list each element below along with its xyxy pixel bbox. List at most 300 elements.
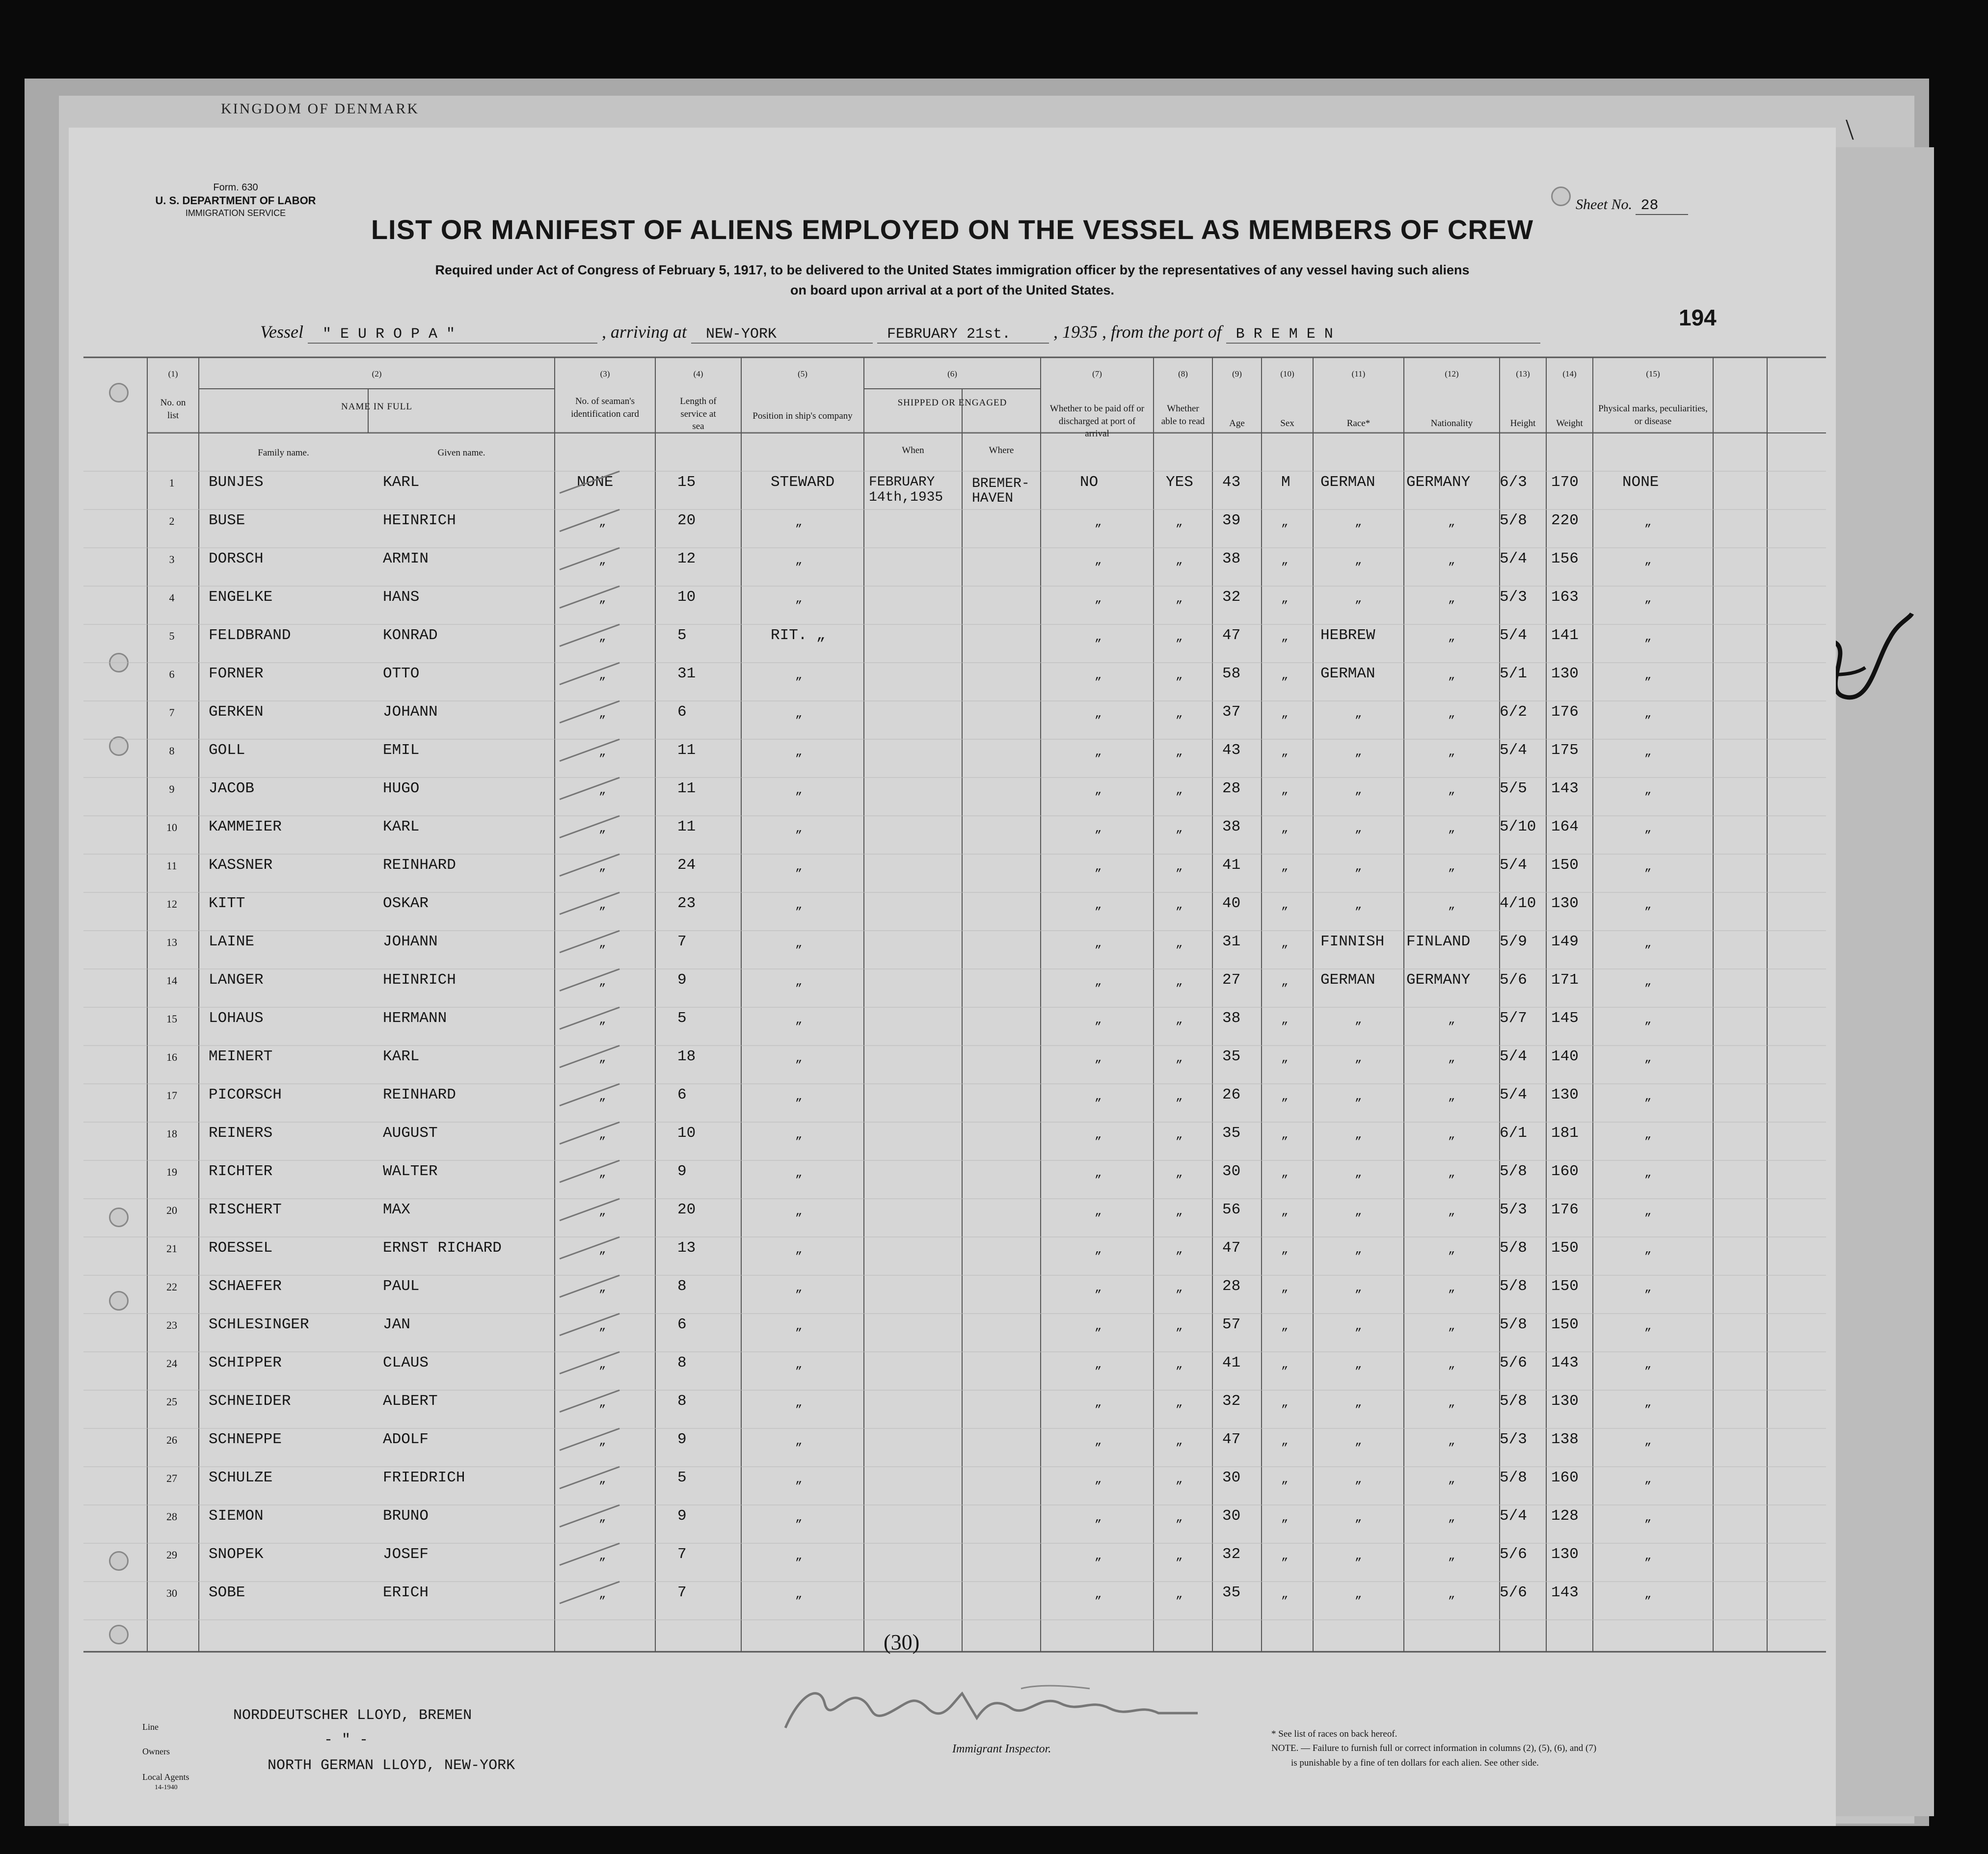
seaman-card-cell: „ [599, 1282, 606, 1295]
position-cell: „ [795, 1243, 803, 1257]
weight-cell: 143 [1551, 780, 1579, 797]
able-to-read-cell: „ [1176, 1243, 1183, 1257]
family-name-cell: RISCHERT [209, 1201, 282, 1218]
family-name-cell: SCHLESINGER [209, 1316, 309, 1333]
sex-cell: „ [1281, 1052, 1289, 1065]
age-cell: 38 [1222, 818, 1241, 835]
physical-marks-cell: „ [1644, 1129, 1652, 1142]
given-name-cell: EMIL [383, 742, 420, 759]
paid-off-cell: „ [1095, 1129, 1102, 1142]
height-cell: 6/3 [1500, 474, 1527, 491]
age-cell: 31 [1222, 933, 1241, 950]
sex-cell: „ [1281, 1129, 1289, 1142]
seaman-card-cell: „ [599, 1167, 606, 1180]
physical-marks-cell: „ [1644, 669, 1652, 682]
nationality-cell: FINLAND [1406, 933, 1471, 950]
able-to-read-cell: „ [1176, 669, 1183, 682]
nationality-cell: „ [1448, 899, 1455, 912]
paid-off-cell: „ [1095, 899, 1102, 912]
line-value: NORDDEUTSCHER LLOYD, BREMEN [233, 1707, 472, 1724]
family-name-cell: SOBE [209, 1584, 245, 1601]
service-length-cell: 24 [677, 857, 696, 874]
able-to-read-cell: „ [1176, 1167, 1183, 1180]
row-number: 12 [166, 898, 177, 910]
physical-marks-cell: „ [1644, 1320, 1652, 1333]
nationality-cell: „ [1448, 1435, 1455, 1448]
column-number: (12) [1445, 369, 1459, 378]
column-number: (9) [1232, 369, 1242, 378]
given-name-cell: REINHARD [383, 1086, 456, 1103]
height-cell: 5/7 [1500, 1010, 1527, 1027]
height-cell: 5/6 [1500, 1584, 1527, 1601]
family-name-cell: SCHAEFER [209, 1278, 282, 1295]
nationality-cell: „ [1448, 1473, 1455, 1486]
weight-cell: 176 [1551, 703, 1579, 721]
physical-marks-cell: „ [1644, 1282, 1652, 1295]
height-cell: 5/8 [1500, 1393, 1527, 1410]
physical-marks-cell: „ [1644, 554, 1652, 567]
paid-off-cell: „ [1095, 1435, 1102, 1448]
family-name-cell: BUSE [209, 512, 245, 529]
race-cell: „ [1355, 1550, 1362, 1563]
race-cell: „ [1355, 899, 1362, 912]
age-cell: 47 [1222, 1239, 1241, 1257]
family-name-cell: DORSCH [209, 550, 264, 567]
position-cell: „ [795, 1435, 803, 1448]
row-number: 1 [169, 477, 175, 489]
nationality-cell: „ [1448, 860, 1455, 874]
service-length-cell: 7 [677, 1584, 687, 1601]
position-cell: „ [795, 937, 803, 950]
shipped-where-line: HAVEN [972, 491, 1014, 506]
page-number: 194 [1679, 305, 1717, 330]
column-number: (1) [168, 369, 178, 378]
able-to-read-cell: „ [1176, 1282, 1183, 1295]
row-number: 25 [166, 1396, 177, 1408]
nationality-cell: „ [1448, 822, 1455, 835]
height-cell: 5/6 [1500, 971, 1527, 989]
able-to-read-cell: „ [1176, 1397, 1183, 1410]
paid-off-cell: „ [1095, 707, 1102, 721]
family-name-cell: BUNJES [209, 474, 264, 491]
given-name-cell: HEINRICH [383, 971, 456, 989]
row-number: 10 [166, 821, 177, 833]
owners-value: - " - [324, 1732, 369, 1748]
physical-marks-cell: „ [1644, 592, 1652, 606]
row-number: 5 [169, 630, 175, 642]
row-number: 24 [166, 1357, 177, 1370]
nationality-cell: GERMANY [1406, 971, 1471, 989]
weight-cell: 181 [1551, 1125, 1579, 1142]
sex-cell: „ [1281, 1282, 1289, 1295]
weight-cell: 143 [1551, 1584, 1579, 1601]
weight-cell: 163 [1551, 589, 1579, 606]
height-cell: 5/9 [1500, 933, 1527, 950]
position-cell: RIT. „ [771, 627, 826, 644]
weight-cell: 150 [1551, 1278, 1579, 1295]
nationality-cell: „ [1448, 784, 1455, 797]
sex-cell: „ [1281, 1167, 1289, 1180]
paid-off-cell: „ [1095, 1588, 1102, 1601]
header-sex: Sex [1280, 418, 1294, 429]
paid-off-cell: „ [1095, 1550, 1102, 1563]
header-shipped-engaged: SHIPPED OR ENGAGED [897, 398, 1007, 408]
column-number: (8) [1178, 369, 1188, 378]
seaman-card-cell: „ [599, 1588, 606, 1601]
row-number: 9 [169, 783, 175, 795]
family-name-cell: SCHULZE [209, 1469, 273, 1486]
service-length-cell: 8 [677, 1354, 687, 1371]
position-cell: „ [795, 1550, 803, 1563]
service-length-cell: 20 [677, 512, 696, 529]
weight-cell: 138 [1551, 1431, 1579, 1448]
seaman-card-cell: „ [599, 975, 606, 989]
seaman-card-cell: „ [599, 1473, 606, 1486]
weight-cell: 160 [1551, 1163, 1579, 1180]
vessel-name: " E U R O P A " [308, 326, 597, 344]
arriving-port: NEW-YORK [691, 326, 873, 344]
race-cell: „ [1355, 1473, 1362, 1486]
seaman-card-cell: „ [599, 1397, 606, 1410]
paid-off-cell: „ [1095, 1473, 1102, 1486]
service-length-cell: 9 [677, 971, 687, 989]
weight-cell: 220 [1551, 512, 1579, 529]
footnote-races: * See list of races on back hereof. [1271, 1729, 1397, 1739]
given-name-cell: ARMIN [383, 550, 429, 567]
family-name-cell: SIEMON [209, 1507, 264, 1525]
able-to-read-cell: „ [1176, 1320, 1183, 1333]
sex-cell: „ [1281, 592, 1289, 606]
header-nationality: Nationality [1430, 418, 1473, 429]
height-cell: 5/4 [1500, 1048, 1527, 1065]
nationality-cell: „ [1448, 1052, 1455, 1065]
height-cell: 5/8 [1500, 1163, 1527, 1180]
seaman-card-cell: „ [599, 1129, 606, 1142]
able-to-read-cell: „ [1176, 1014, 1183, 1027]
nationality-cell: „ [1448, 746, 1455, 759]
race-cell: GERMAN [1320, 971, 1375, 989]
age-cell: 28 [1222, 780, 1241, 797]
weight-cell: 141 [1551, 627, 1579, 644]
able-to-read-cell: „ [1176, 899, 1183, 912]
service-length-cell: 8 [677, 1278, 687, 1295]
physical-marks-cell: NONE [1622, 474, 1659, 491]
service-length-cell: 12 [677, 550, 696, 567]
race-cell: „ [1355, 592, 1362, 606]
position-cell: „ [795, 746, 803, 759]
column-number: (14) [1562, 369, 1577, 378]
family-name-cell: KASSNER [209, 857, 273, 874]
service-length-cell: 10 [677, 1125, 696, 1142]
row-number: 18 [166, 1128, 177, 1140]
family-name-cell: GOLL [209, 742, 245, 759]
physical-marks-cell: „ [1644, 1435, 1652, 1448]
height-cell: 5/3 [1500, 1431, 1527, 1448]
given-name-cell: FRIEDRICH [383, 1469, 465, 1486]
seaman-card-cell: „ [599, 937, 606, 950]
nationality-cell: „ [1448, 1205, 1455, 1218]
service-length-cell: 5 [677, 1010, 687, 1027]
physical-marks-cell: „ [1644, 784, 1652, 797]
physical-marks-cell: „ [1644, 746, 1652, 759]
sex-cell: „ [1281, 937, 1289, 950]
nationality-cell: „ [1448, 516, 1455, 529]
corner-mark: \ [1846, 113, 1854, 146]
race-cell: „ [1355, 516, 1362, 529]
seaman-card-cell: „ [599, 860, 606, 874]
paid-off-cell: „ [1095, 1511, 1102, 1525]
able-to-read-cell: „ [1176, 707, 1183, 721]
sex-cell: „ [1281, 631, 1289, 644]
weight-cell: 150 [1551, 857, 1579, 874]
sex-cell: „ [1281, 707, 1289, 721]
footnote-line: NOTE. — Failure to furnish full or correct information in columns (2), (5), (6), and (7) [1271, 1743, 1597, 1754]
column-number: (3) [600, 369, 610, 378]
height-cell: 5/4 [1500, 857, 1527, 874]
weight-cell: 156 [1551, 550, 1579, 567]
seaman-card-cell: „ [599, 516, 606, 529]
sex-cell: „ [1281, 860, 1289, 874]
age-cell: 38 [1222, 550, 1241, 567]
sheet-number-value: 28 [1636, 197, 1688, 215]
given-name-cell: KARL [383, 474, 420, 491]
family-name-cell: GERKEN [209, 703, 264, 721]
footnote-line: is punishable by a fine of ten dollars for each alien. See other side. [1291, 1757, 1539, 1768]
position-cell: „ [795, 1320, 803, 1333]
able-to-read-cell: „ [1176, 1435, 1183, 1448]
seaman-card-cell: „ [599, 1090, 606, 1103]
weight-cell: 128 [1551, 1507, 1579, 1525]
sex-cell: „ [1281, 516, 1289, 529]
form-number: Form. 630 [213, 182, 258, 193]
header-paid-off: Whether to be paid off or discharged at port of arrival [1049, 403, 1145, 439]
given-name-cell: JOHANN [383, 933, 438, 950]
sex-cell: „ [1281, 1320, 1289, 1333]
arrival-year: , 1935 [1053, 322, 1098, 342]
header-height: Height [1510, 418, 1536, 429]
sex-cell: „ [1281, 975, 1289, 989]
race-cell: „ [1355, 1129, 1362, 1142]
height-cell: 5/8 [1500, 1278, 1527, 1295]
height-cell: 5/4 [1500, 550, 1527, 567]
race-cell: GERMAN [1320, 474, 1375, 491]
paid-off-cell: „ [1095, 1397, 1102, 1410]
race-cell: „ [1355, 707, 1362, 721]
sex-cell: „ [1281, 1511, 1289, 1525]
sex-cell: „ [1281, 1205, 1289, 1218]
shipped-where-line: BREMER- [972, 476, 1030, 491]
paid-off-cell: „ [1095, 746, 1102, 759]
header-where: Where [989, 445, 1014, 456]
age-cell: 35 [1222, 1584, 1241, 1601]
race-cell: „ [1355, 1014, 1362, 1027]
position-cell: „ [795, 1014, 803, 1027]
physical-marks-cell: „ [1644, 1358, 1652, 1371]
able-to-read-cell: YES [1166, 474, 1193, 491]
position-cell: „ [795, 1052, 803, 1065]
seaman-card-cell: „ [599, 1511, 606, 1525]
paid-off-cell: „ [1095, 1358, 1102, 1371]
service-length-cell: 31 [677, 665, 696, 682]
weight-cell: 150 [1551, 1239, 1579, 1257]
position-cell: „ [795, 1588, 803, 1601]
seaman-card-cell: „ [599, 1205, 606, 1218]
family-name-cell: PICORSCH [209, 1086, 282, 1103]
age-cell: 27 [1222, 971, 1241, 989]
physical-marks-cell: „ [1644, 975, 1652, 989]
age-cell: 47 [1222, 627, 1241, 644]
row-number: 30 [166, 1587, 177, 1599]
given-name-cell: JOHANN [383, 703, 438, 721]
given-name-cell: ALBERT [383, 1393, 438, 1410]
service-length-cell: 11 [677, 780, 696, 797]
height-cell: 5/4 [1500, 1507, 1527, 1525]
header-when: When [902, 445, 924, 456]
position-cell: „ [795, 822, 803, 835]
family-name-cell: LOHAUS [209, 1010, 264, 1027]
paid-off-cell: „ [1095, 860, 1102, 874]
able-to-read-cell: „ [1176, 1205, 1183, 1218]
service-length-cell: 18 [677, 1048, 696, 1065]
age-cell: 32 [1222, 589, 1241, 606]
row-number: 7 [169, 706, 175, 719]
age-cell: 26 [1222, 1086, 1241, 1103]
sex-cell: „ [1281, 1397, 1289, 1410]
row-number: 3 [169, 553, 175, 565]
vessel-label: Vessel [260, 322, 303, 342]
paid-off-cell: „ [1095, 937, 1102, 950]
race-cell: „ [1355, 822, 1362, 835]
agents-label: Local Agents [142, 1772, 189, 1782]
sex-cell: „ [1281, 822, 1289, 835]
sex-cell: „ [1281, 554, 1289, 567]
seaman-card-cell: „ [599, 1052, 606, 1065]
physical-marks-cell: „ [1644, 516, 1652, 529]
departure-port: B R E M E N [1226, 326, 1540, 344]
able-to-read-cell: „ [1176, 1550, 1183, 1563]
service-name: IMMIGRATION SERVICE [185, 208, 286, 218]
sex-cell: „ [1281, 784, 1289, 797]
seaman-card-cell: „ [599, 631, 606, 644]
paid-off-cell: „ [1095, 631, 1102, 644]
race-cell: „ [1355, 554, 1362, 567]
row-number: 14 [166, 974, 177, 987]
race-cell: „ [1355, 1588, 1362, 1601]
column-number: (2) [372, 369, 382, 378]
column-number: (11) [1351, 369, 1366, 378]
family-name-cell: JACOB [209, 780, 255, 797]
physical-marks-cell: „ [1644, 1511, 1652, 1525]
nationality-cell: „ [1448, 1550, 1455, 1563]
age-cell: 35 [1222, 1048, 1241, 1065]
paid-off-cell: „ [1095, 822, 1102, 835]
height-cell: 6/1 [1500, 1125, 1527, 1142]
race-cell: „ [1355, 1320, 1362, 1333]
weight-cell: 130 [1551, 665, 1579, 682]
height-cell: 4/10 [1500, 895, 1536, 912]
column-number: (6) [947, 369, 957, 378]
age-cell: 43 [1222, 474, 1241, 491]
row-number: 8 [169, 745, 175, 757]
physical-marks-cell: „ [1644, 937, 1652, 950]
service-length-cell: 11 [677, 818, 696, 835]
seaman-card-cell: „ [599, 1435, 606, 1448]
race-cell: HEBREW [1320, 627, 1375, 644]
service-length-cell: 6 [677, 1316, 687, 1333]
inspector-label: Immigrant Inspector. [952, 1743, 1051, 1755]
height-cell: 5/4 [1500, 742, 1527, 759]
race-cell: FINNISH [1320, 933, 1385, 950]
able-to-read-cell: „ [1176, 631, 1183, 644]
weight-cell: 176 [1551, 1201, 1579, 1218]
position-cell: „ [795, 899, 803, 912]
row-number: 23 [166, 1319, 177, 1331]
position-cell: „ [795, 975, 803, 989]
arrival-date: FEBRUARY 21st. [877, 326, 1049, 344]
age-cell: 41 [1222, 857, 1241, 874]
paid-off-cell: „ [1095, 554, 1102, 567]
race-cell: „ [1355, 1511, 1362, 1525]
row-number: 19 [166, 1166, 177, 1178]
paid-off-cell: „ [1095, 784, 1102, 797]
inspector-signature [766, 1674, 1237, 1743]
seaman-card-cell: „ [599, 1243, 606, 1257]
height-cell: 5/1 [1500, 665, 1527, 682]
service-length-cell: 23 [677, 895, 696, 912]
row-number: 4 [169, 591, 175, 604]
position-cell: „ [795, 707, 803, 721]
nationality-cell: „ [1448, 1358, 1455, 1371]
nationality-cell: „ [1448, 1397, 1455, 1410]
position-cell: „ [795, 1473, 803, 1486]
given-name-cell: JOSEF [383, 1546, 429, 1563]
seaman-card-cell: „ [599, 669, 606, 682]
given-name-cell: ERNST RICHARD [383, 1239, 502, 1257]
column-number: (7) [1092, 369, 1102, 378]
weight-cell: 170 [1551, 474, 1579, 491]
service-length-cell: 6 [677, 1086, 687, 1103]
able-to-read-cell: „ [1176, 822, 1183, 835]
nationality-cell: „ [1448, 1167, 1455, 1180]
physical-marks-cell: „ [1644, 1243, 1652, 1257]
race-cell: „ [1355, 784, 1362, 797]
seaman-card-cell: „ [599, 746, 606, 759]
given-name-cell: HERMANN [383, 1010, 447, 1027]
paid-off-cell: „ [1095, 1205, 1102, 1218]
service-length-cell: 9 [677, 1163, 687, 1180]
race-cell: „ [1355, 1243, 1362, 1257]
seaman-card-cell: „ [599, 592, 606, 606]
weight-cell: 140 [1551, 1048, 1579, 1065]
race-cell: „ [1355, 746, 1362, 759]
age-cell: 38 [1222, 1010, 1241, 1027]
seaman-card-cell: „ [599, 554, 606, 567]
age-cell: 40 [1222, 895, 1241, 912]
sex-cell: „ [1281, 1243, 1289, 1257]
line-label: Line [142, 1722, 159, 1732]
paid-off-cell: NO [1080, 474, 1099, 491]
sex-cell: „ [1281, 746, 1289, 759]
position-cell: „ [795, 860, 803, 874]
height-cell: 5/5 [1500, 780, 1527, 797]
position-cell: „ [795, 1129, 803, 1142]
height-cell: 5/3 [1500, 589, 1527, 606]
form-code: 14-1940 [155, 1784, 178, 1791]
nationality-cell: „ [1448, 554, 1455, 567]
able-to-read-cell: „ [1176, 1473, 1183, 1486]
family-name-cell: FELDBRAND [209, 627, 291, 644]
race-cell: „ [1355, 1282, 1362, 1295]
